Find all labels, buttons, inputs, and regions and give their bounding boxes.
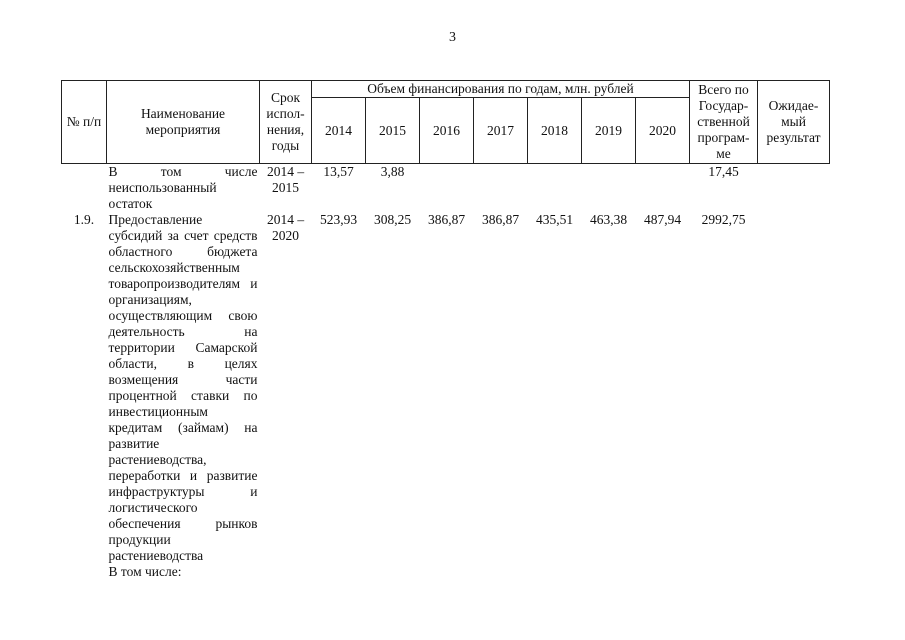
header-financing-group: Объем финансирования по годам, млн. рублей (312, 81, 690, 98)
row-value: 386,87 (481, 212, 520, 227)
row-value (420, 164, 474, 213)
row-value (582, 164, 636, 213)
header-year: 2018 (528, 98, 582, 164)
row-num: 1.9. (73, 212, 95, 227)
row-value (636, 564, 690, 580)
row-total: 2992,75 (701, 212, 746, 227)
row-total (690, 564, 758, 580)
row-value (582, 564, 636, 580)
row-value: 487,94 (643, 212, 682, 227)
header-year: 2014 (312, 98, 366, 164)
row-value (420, 564, 474, 580)
row-term: 2014 – 2020 (266, 212, 305, 243)
row-value: 523,93 (319, 212, 358, 227)
row-term: 2014 – 2015 (266, 164, 305, 195)
row-name: В том числе неиспользованный остаток (108, 164, 258, 211)
row-value: 435,51 (535, 212, 574, 227)
page-number: 3 (449, 30, 456, 45)
header-term: Срок испол-нения, годы (260, 81, 312, 164)
row-total: 17,45 (708, 164, 739, 179)
financing-table (61, 80, 830, 580)
row-value: 3,88 (380, 164, 405, 179)
header-year: 2020 (636, 98, 690, 164)
row-value (312, 564, 366, 580)
row-name: Предоставление субсидий за счет средств областного бюджета сельскохозяйственным товаропроизводителям и организациям, осуществляющим свою деятельность на территории Самарской области, в целях возмещения части процентной ставки по инвестиционным кредитам (займам) на развитие растениеводства, переработки и развитие инфраструктуры и логистического обеспечения рынков продукции растениеводства (108, 212, 258, 563)
header-year: 2016 (420, 98, 474, 164)
row-value (474, 564, 528, 580)
row-value: 13,57 (323, 164, 354, 179)
row-value (528, 564, 582, 580)
row-value (474, 164, 528, 213)
table-row (62, 564, 830, 580)
row-value: 386,87 (427, 212, 466, 227)
row-result (758, 212, 830, 564)
header-year: 2017 (474, 98, 528, 164)
header-total: Всего по Государ-ственной програм-ме (690, 81, 758, 164)
header-year: 2015 (366, 98, 420, 164)
table-row (62, 212, 830, 564)
row-value (366, 564, 420, 580)
row-num (62, 164, 107, 213)
row-value: 463,38 (589, 212, 628, 227)
row-result (758, 164, 830, 213)
row-value: 308,25 (373, 212, 412, 227)
header-result: Ожидае-мый результат (758, 81, 830, 164)
row-value (636, 164, 690, 213)
header-num: № п/п (62, 81, 107, 164)
table-row (62, 164, 830, 213)
row-num (62, 564, 107, 580)
header-name: Наименование мероприятия (107, 81, 260, 164)
row-value (528, 164, 582, 213)
row-result (758, 564, 830, 580)
header-year: 2019 (582, 98, 636, 164)
row-name: В том числе: (108, 564, 182, 579)
row-term (260, 564, 312, 580)
